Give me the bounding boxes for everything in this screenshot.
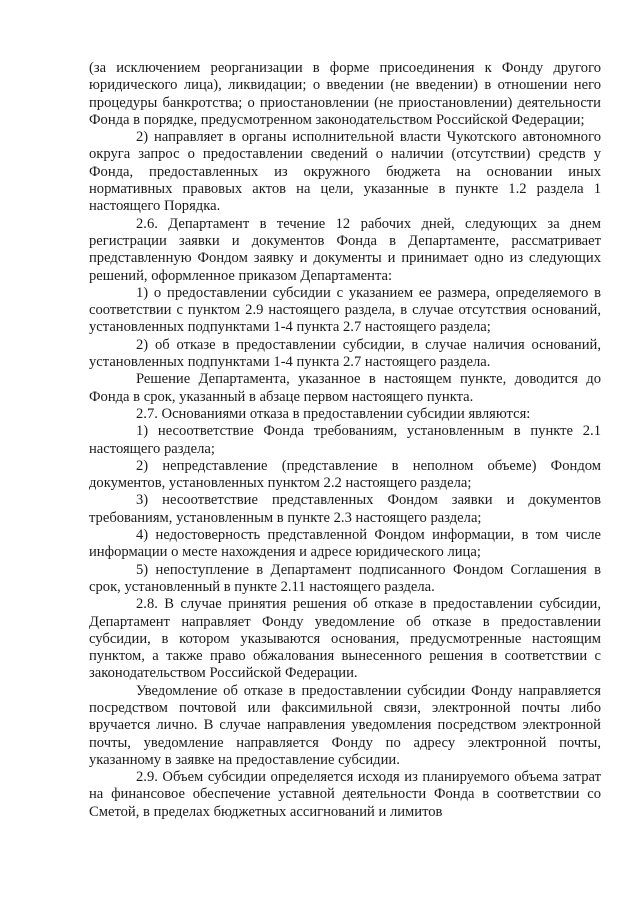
paragraph-2-7-item-5: 5) непоступление в Департамент подписанного Фондом Соглашения в срок, установленный в пункте 2.11 настоящего раздела. xyxy=(89,561,601,595)
paragraph-2-6-item-1: 1) о предоставлении субсидии с указанием ее размера, определяемого в соответствии с пунктом 2.9 настоящего раздела, в случае отсутствия оснований, установленных подпунктами 1-4 пункта 2.7 настоящего раздела; xyxy=(89,284,601,336)
paragraph-2-6: 2.6. Департамент в течение 12 рабочих дней, следующих за днем регистрации заявки и документов Фонда в Департаменте, рассматривает представленную Фондом заявку и документы и принимает одно из следующих решений, оформленное приказом Департамента: xyxy=(89,215,601,284)
paragraph-2-7-item-4: 4) недостоверность представленной Фондом информации, в том числе информации о месте нахождения и адресе юридического лица; xyxy=(89,527,601,561)
document-page xyxy=(89,60,601,821)
paragraph-2-8: 2.8. В случае принятия решения об отказе в предоставлении субсидии, Департамент направляет Фонду уведомление об отказе в предоставлении субсидии, в котором указываются основания, предусмотренные настоящим пунктом, а также право обжалования вынесенного решения в соответствии с законодательством Российской Федерации. xyxy=(89,596,601,682)
paragraph-2-7-item-2: 2) непредставление (представление в неполном объеме) Фондом документов, установленных пунктом 2.2 настоящего раздела; xyxy=(89,457,601,492)
paragraph-2-7-item-3: 3) несоответствие представленных Фондом заявки и документов требованиям, установленным в пункте 2.3 настоящего раздела; xyxy=(89,492,601,526)
paragraph-decision: Решение Департамента, указанное в настоящем пункте, доводится до Фонда в срок, указанный в абзаце первом настоящего пункта. xyxy=(89,371,601,405)
paragraph-notification: Уведомление об отказе в предоставлении субсидии Фонду направляется посредством почтовой или факсимильной связи, электронной почты либо вручается лично. В случае направления уведомления посредством электронной почты, уведомление направляется Фонду по адресу электронной почты, указанному в заявке на предоставление субсидии. xyxy=(89,682,601,768)
paragraph-2-7: 2.7. Основаниями отказа в предоставлении субсидии являются: xyxy=(136,405,531,422)
paragraph-2-9: 2.9. Объем субсидии определяется исходя из планируемого объема затрат на финансовое обеспечение уставной деятельности Фонда в соответствии со Сметой, в пределах бюджетных ассигнований и лимитов xyxy=(89,769,601,820)
paragraph-item-2-request: 2) направляет в органы исполнительной власти Чукотского автономного округа запрос о предоставлении сведений о наличии (отсутствии) средств у Фонда, предоставленных из окружного бюджета на основании иных нормативных правовых актов на цели, указанные в пункте 1.2 раздела 1 настоящего Порядка. xyxy=(89,129,601,215)
paragraph-procedures: (за исключением реорганизации в форме присоединения к Фонду другого юридического лица), ликвидации; о введении (не введении) в отношении него процедуры банкротства; о приостановлении (не приостановлении) деятельности Фонда в порядке, предусмотренном законодательством Российской Федерации; xyxy=(89,60,601,128)
paragraph-2-7-item-1: 1) несоответствие Фонда требованиям, установленным в пункте 2.1 настоящего раздела; xyxy=(89,423,601,457)
paragraph-2-6-item-2: 2) об отказе в предоставлении субсидии, в случае наличия оснований, установленных подпунктами 1-4 пункта 2.7 настоящего раздела. xyxy=(89,336,601,371)
